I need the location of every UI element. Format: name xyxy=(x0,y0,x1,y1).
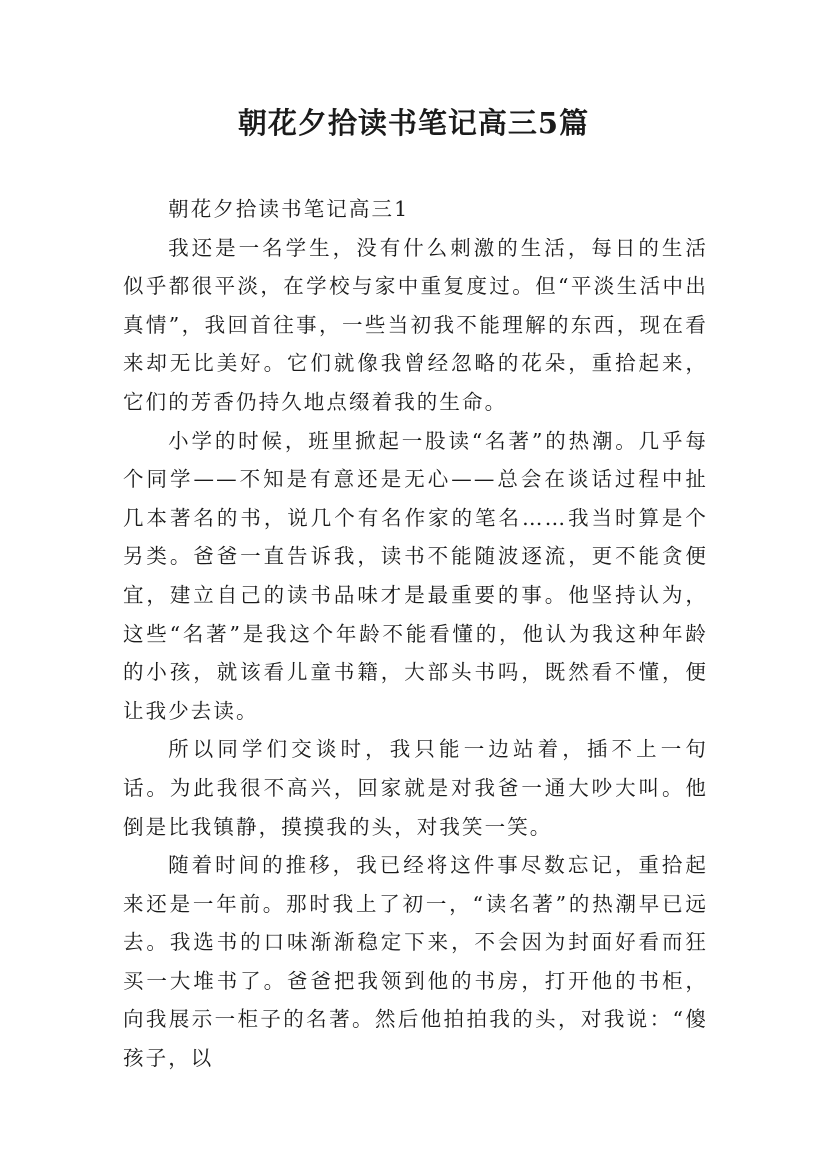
paragraph-4: 随着时间的推移，我已经将这件事尽数忘记，重拾起来还是一年前。那时我上了初一，“读名著”的热潮早已远去。我选书的口味渐渐稳定下来，不会因为封面好看而狂买一大堆书了。爸爸把我领到他的书房，打开他的书柜，向我展示一柜子的名著。然后他拍拍我的头，对我说：“傻孩子，以 xyxy=(123,853,708,1071)
document-title: 朝花夕拾读书笔记高三5篇 xyxy=(237,106,590,140)
document-body xyxy=(123,190,708,1078)
paragraph-2: 小学的时候，班里掀起一股读“名著”的热潮。几乎每个同学——不知是有意还是无心——总会在谈话过程中扯几本著名的书，说几个有名作家的笔名……我当时算是个另类。爸爸一直告诉我，读书不能随波逐流，更不能贪便宜，建立自己的读书品味才是最重要的事。他坚持认为，这些“名著”是我这个年龄不能看懂的，他认为我这种年龄的小孩，就该看儿童书籍，大部头书吗，既然看不懂，便让我少去读。 xyxy=(123,428,708,723)
section-heading: 朝花夕拾读书笔记高三1 xyxy=(168,197,410,221)
paragraph-1: 我还是一名学生，没有什么刺激的生活，每日的生活似乎都很平淡，在学校与家中重复度过。但“平淡生活中出真情”，我回首往事，一些当初我不能理解的东西，现在看来却无比美好。它们就像我曾经忽略的花朵，重拾起来，它们的芳香仍持久地点缀着我的生命。 xyxy=(123,235,708,414)
paragraph-3: 所以同学们交谈时，我只能一边站着，插不上一句话。为此我很不高兴，回家就是对我爸一通大吵大叫。他倒是比我镇静，摸摸我的头，对我笑一笑。 xyxy=(123,737,708,839)
